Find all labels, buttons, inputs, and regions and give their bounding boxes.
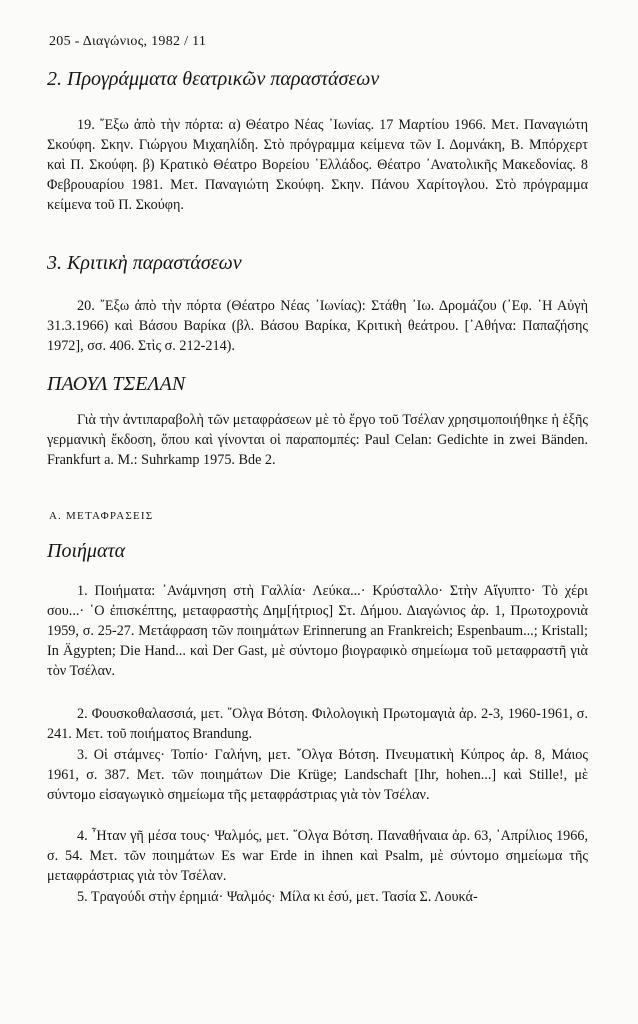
entry-20: 20. ῎Εξω ἀπὸ τὴν πόρτα (Θέατρο Νέας ᾿Ιωνίας): Στάθη ᾿Ιω. Δρομάζου (᾿Εφ. ῾Η Αὐγὴ 31.3.1966) καὶ Βάσου Βαρίκα (βλ. Βάσου Βαρίκα, Κριτικὴ θεάτρου. [᾿Αθήνα: Παπαζήσης 1972], σσ. 406. Στὶς σ. 212-214).	[47, 298, 588, 354]
running-head: 205 - Διαγώνιος, 1982 / 11	[49, 34, 207, 49]
entry-1: 1. Ποιήματα: ᾿Ανάμνηση στὴ Γαλλία· Λεύκα...· Κρύσταλλο· Στὴν Αἴγυπτο· Τὸ χέρι σου...· ῾Ο ἐπισκέπτης, μεταφραστὴς Δημ[ήτριος] Στ. Δήμου. Διαγώνιος ἀρ. 1, Πρωτοχρονιὰ 1959, σ. 25-27. Μετάφραση τῶν ποιημάτων Erinnerung an Frankreich; Espenbaum...; Kristall; In Ägypten; Die Hand... καὶ Der Gast, μὲ σύντομο βιογραφικὸ σημείωμα τοῦ μεταφραστῆ γιὰ τὸν Τσέλαν.	[47, 583, 588, 679]
entry-3: 3. Οἱ στάμνες· Τοπίο· Γαλήνη, μετ. ῎Ολγα Βότση. Πνευματικὴ Κύπρος ἀρ. 8, Μάιος 1961, σ. 387. Μετ. τῶν ποιημάτων Die Krüge; Landschaft [Ihr, hohen...] καὶ Stille!, μὲ σύντομο εἰσαγωγικὸ σημείωμα τῆς μεταφράστριας γιὰ τὸν Τσέλαν.	[47, 747, 588, 803]
subsection-translations: Α. ΜΕΤΑΦΡΑΣΕΙΣ	[49, 510, 154, 522]
entry-2: 2. Φουσκοθαλασσιά, μετ. ῎Ολγα Βότση. Φιλολογικὴ Πρωτομαγιὰ ἀρ. 2-3, 1960-1961, σ. 241. Μετ. τοῦ ποιήματος Brandung.	[47, 706, 588, 742]
section-heading-programs: 2. Προγράμματα θεατρικῶν παραστάσεων	[47, 68, 380, 90]
entry-5: 5. Τραγούδι στὴν ἐρημιά· Ψαλμός· Μίλα κι ἐσύ, μετ. Τασία Σ. Λουκά-	[77, 889, 478, 905]
section-heading-criticism: 3. Κριτικὴ παραστάσεων	[47, 252, 242, 274]
entry-19: 19. ῎Εξω ἀπὸ τὴν πόρτα: α) Θέατρο Νέας ᾿Ιωνίας. 17 Μαρτίου 1966. Μετ. Παναγιώτη Σκούφη. Σκην. Γιώργου Μιχαηλίδη. Στὸ πρόγραμμα κείμενα τῶν Ι. Δομνάκη, Β. Μπόρχερτ καὶ Π. Σκούφη. β) Κρατικὸ Θέατρο Βορείου ῾Ελλάδος. Θέατρο ᾿Ανατολικῆς Μακεδονίας. 8 Φεβρουαρίου 1981. Μετ. Παναγιώτη Σκούφη. Σκην. Πάνου Χαρίτογλου. Στὸ πρόγραμμα κείμενα τοῦ Π. Σκούφη.	[47, 117, 588, 213]
author-heading: ΠΑΟΥΛ ΤΣΕΛΑΝ	[47, 373, 186, 395]
entry-4: 4. ῏Ηταν γῆ μέσα τους· Ψαλμός, μετ. ῎Ολγα Βότση. Παναθήναια ἀρ. 63, ᾿Απρίλιος 1966, σ. 54. Μετ. τῶν ποιημάτων Es war Erde in ihnen καὶ Psalm, μὲ σύντομο σημείωμα τῆς μεταφράστριας γιὰ τὸν Τσέλαν.	[47, 828, 588, 884]
intro-note: Γιὰ τὴν ἀντιπαραβολὴ τῶν μεταφράσεων μὲ τὸ ἔργο τοῦ Τσέλαν χρησιμοποιήθηκε ἡ ἑξῆς γερμανικὴ ἔκδοση, ὅπου καὶ γίνονται οἱ παραπομπές: Paul Celan: Gedichte in zwei Bänden. Frankfurt a. M.: Suhrkamp 1975. Bde 2.	[47, 412, 588, 468]
section-heading-poems: Ποιήματα	[47, 540, 126, 562]
